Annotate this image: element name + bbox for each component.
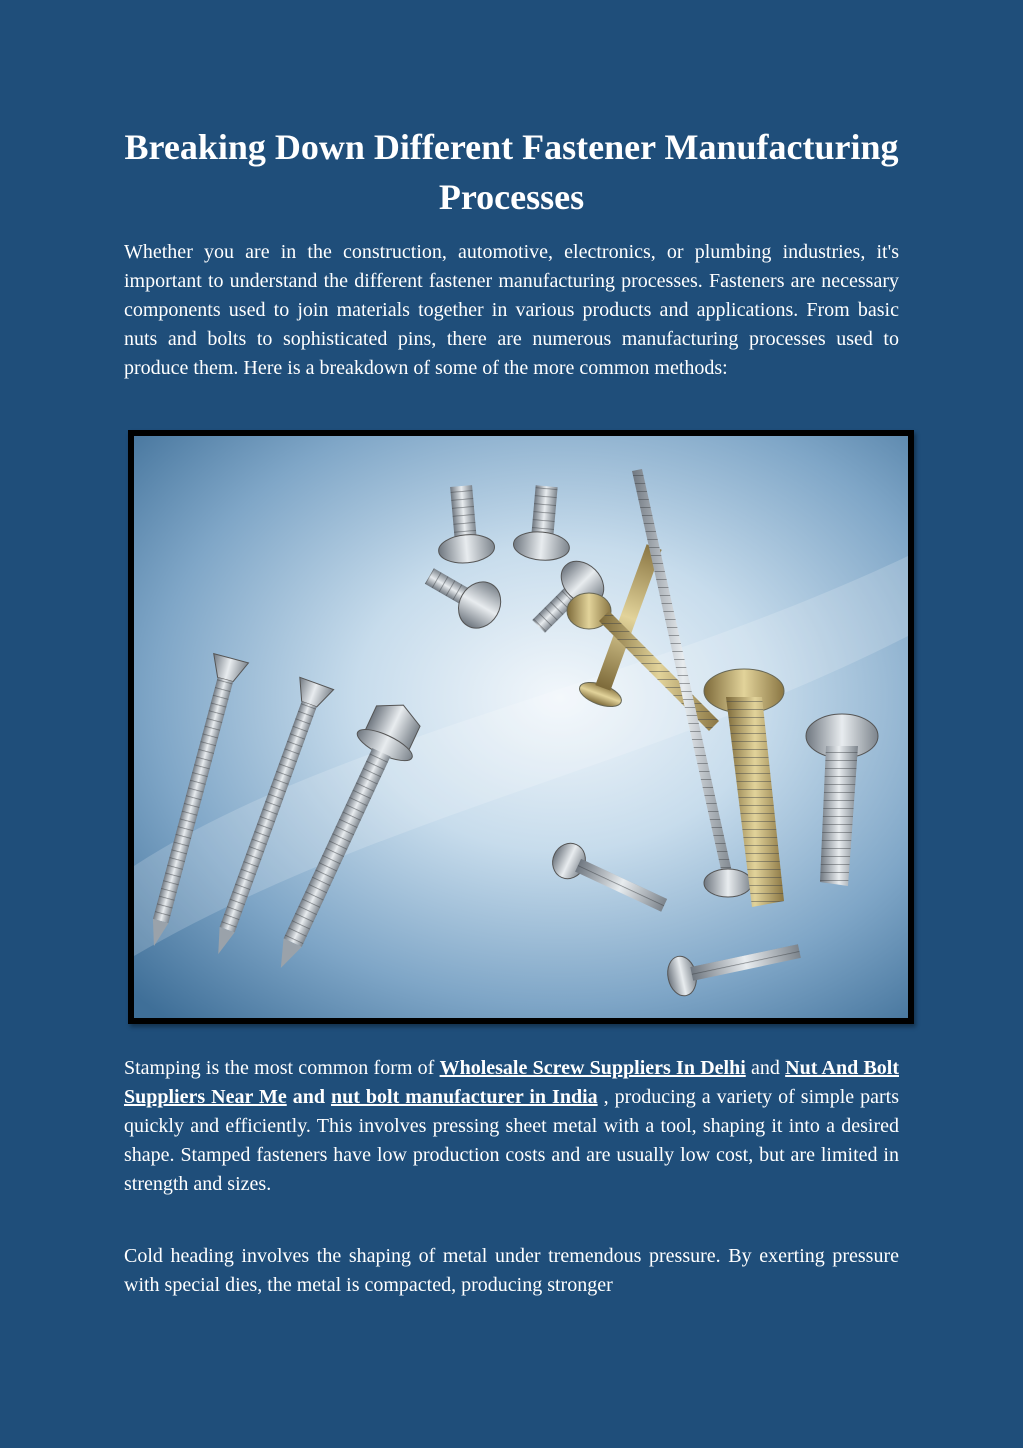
stamping-rest-text: , producing a variety of simple parts quickly and efficiently. This involves pressing sheet metal with a tool, shaping it into a desired shape. Stamped fasteners have low production costs and are usually low cost, but are limited in strength and sizes. — [124, 1086, 899, 1195]
connector-and-1: and — [745, 1057, 786, 1079]
fasteners-photo — [128, 430, 914, 1024]
link-wholesale-screw-suppliers[interactable]: Wholesale Screw Suppliers In Delhi — [439, 1057, 746, 1079]
fasteners-image — [134, 436, 908, 1018]
stamping-lead-text: Stamping is the most common form of — [124, 1057, 440, 1079]
intro-paragraph: Whether you are in the construction, automotive, electronics, or plumbing industries, it's important to understand the different fastener manufacturing processes. Fasteners are necessary components used to join materials together in various products and applications. From basic nuts and bolts to sophisticated pins, there are numerous manufacturing processes used to produce them. Here is a breakdown of some of the more common methods: — [124, 241, 899, 379]
cold-heading-paragraph: Cold heading involves the shaping of metal under tremendous pressure. By exerting pressure with special dies, the metal is compacted, producing stronger — [124, 1245, 899, 1296]
stamping-paragraph — [124, 1054, 899, 1199]
link-nut-bolt-manufacturer[interactable]: nut bolt manufacturer in India — [330, 1086, 598, 1108]
page-title: Breaking Down Different Fastener Manufacturing Processes — [124, 127, 899, 217]
link-nut-and-bolt-suppliers[interactable]: Nut And Bolt Suppliers Near Me — [124, 1057, 899, 1108]
connector-and-2: and — [286, 1086, 331, 1108]
